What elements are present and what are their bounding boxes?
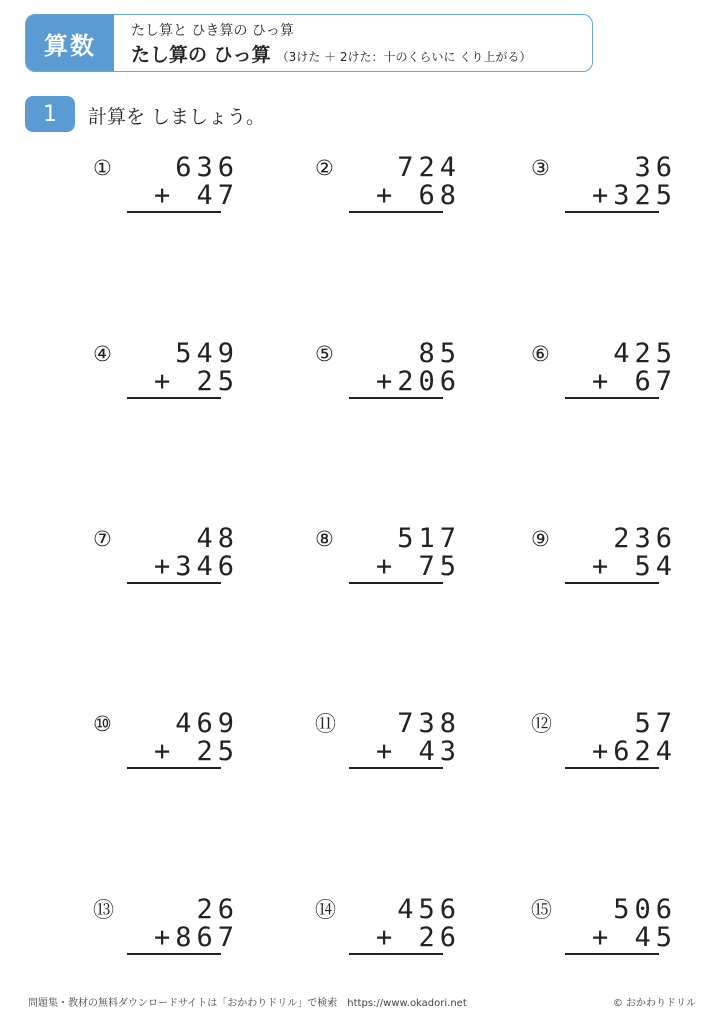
problem-bottom-operand: +624	[591, 736, 677, 767]
answer-line	[349, 582, 443, 584]
problem-number: ⑩	[93, 712, 112, 736]
problem-bottom-operand: + 45	[591, 922, 677, 953]
problem-number: ⑬	[93, 898, 114, 922]
category-label: たし算と ひき算の ひっ算	[131, 23, 294, 39]
problem-7	[93, 525, 273, 605]
problem-top-operand: 48	[196, 523, 239, 554]
problem-8	[315, 525, 495, 605]
problem-bottom-operand: +346	[153, 551, 239, 582]
problem-top-operand: 36	[634, 152, 677, 183]
answer-line	[565, 953, 659, 955]
problem-number: ③	[531, 156, 550, 180]
problem-14	[315, 896, 495, 976]
problem-3	[531, 154, 711, 234]
title-text: たし算の ひっ算	[131, 44, 271, 66]
problem-bottom-operand: + 25	[153, 366, 239, 397]
problem-top-operand: 469	[175, 708, 239, 739]
answer-line	[565, 397, 659, 399]
problem-number: ④	[93, 342, 112, 366]
answer-line	[127, 582, 221, 584]
problem-number: ⑫	[531, 712, 552, 736]
problem-12	[531, 710, 711, 790]
problem-top-operand: 57	[634, 708, 677, 739]
problem-bottom-operand: + 26	[375, 922, 461, 953]
problem-bottom-operand: +867	[153, 922, 239, 953]
problem-bottom-operand: + 43	[375, 736, 461, 767]
problem-top-operand: 456	[397, 894, 461, 925]
problem-number: ⑥	[531, 342, 550, 366]
problem-top-operand: 425	[613, 338, 677, 369]
answer-line	[127, 211, 221, 213]
problem-top-operand: 636	[175, 152, 239, 183]
subject-badge: 算数	[26, 15, 114, 71]
worksheet-title	[131, 40, 531, 67]
title-subtitle: （3けた ＋ 2けた：十のくらいに くり上がる）	[276, 50, 532, 64]
answer-line	[127, 953, 221, 955]
problem-number: ⑧	[315, 527, 334, 551]
problem-11	[315, 710, 495, 790]
answer-line	[349, 211, 443, 213]
problem-bottom-operand: +206	[375, 366, 461, 397]
problem-4	[93, 340, 273, 420]
question-instruction: 計算を しましょう。	[88, 106, 266, 128]
problem-bottom-operand: + 75	[375, 551, 461, 582]
problem-number: ⑪	[315, 712, 336, 736]
problem-top-operand: 85	[418, 338, 461, 369]
footer-site-note: 問題集・教材の無料ダウンロードサイトは「おかわりドリル」で検索 https://www.okadori.net	[28, 998, 467, 1009]
problem-1	[93, 154, 273, 234]
question-number-badge: 1	[25, 96, 75, 132]
answer-line	[127, 397, 221, 399]
problem-bottom-operand: + 25	[153, 736, 239, 767]
problem-13	[93, 896, 273, 976]
problem-number: ⑤	[315, 342, 334, 366]
problem-number: ⑨	[531, 527, 550, 551]
answer-line	[349, 767, 443, 769]
problem-15	[531, 896, 711, 976]
worksheet-header	[25, 14, 593, 72]
problem-bottom-operand: + 54	[591, 551, 677, 582]
problem-top-operand: 517	[397, 523, 461, 554]
answer-line	[349, 397, 443, 399]
answer-line	[127, 767, 221, 769]
answer-line	[565, 767, 659, 769]
problem-bottom-operand: + 68	[375, 180, 461, 211]
problem-number: ⑮	[531, 898, 552, 922]
problem-9	[531, 525, 711, 605]
problem-5	[315, 340, 495, 420]
problem-top-operand: 549	[175, 338, 239, 369]
problem-top-operand: 26	[196, 894, 239, 925]
problem-bottom-operand: + 67	[591, 366, 677, 397]
problem-bottom-operand: + 47	[153, 180, 239, 211]
problem-bottom-operand: +325	[591, 180, 677, 211]
problem-number: ①	[93, 156, 112, 180]
problem-2	[315, 154, 495, 234]
problem-top-operand: 236	[613, 523, 677, 554]
answer-line	[565, 211, 659, 213]
problem-10	[93, 710, 273, 790]
problem-6	[531, 340, 711, 420]
problem-number: ②	[315, 156, 334, 180]
problem-top-operand: 506	[613, 894, 677, 925]
problem-top-operand: 724	[397, 152, 461, 183]
answer-line	[565, 582, 659, 584]
problem-number: ⑦	[93, 527, 112, 551]
problem-top-operand: 738	[397, 708, 461, 739]
footer-copyright: © おかわりドリル	[612, 998, 696, 1009]
problem-number: ⑭	[315, 898, 336, 922]
answer-line	[349, 953, 443, 955]
